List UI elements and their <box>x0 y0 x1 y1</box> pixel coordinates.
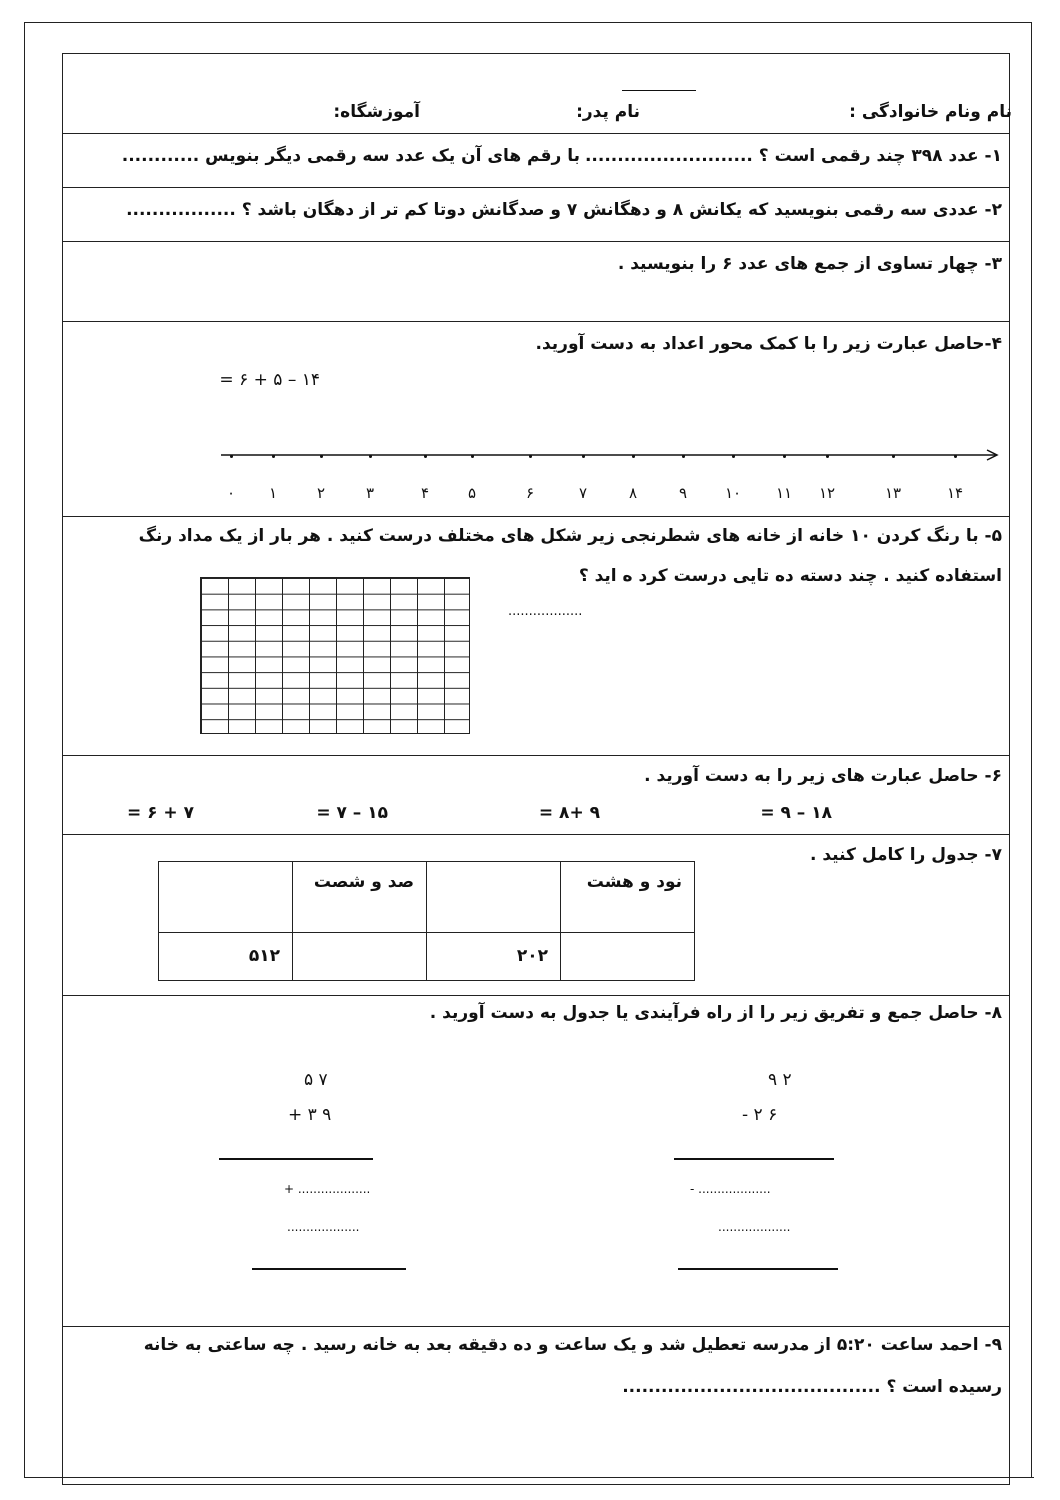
school-label: آموزشگاه: <box>333 102 420 122</box>
number-words-table <box>158 861 695 981</box>
number-line-label: ۷ <box>578 484 588 502</box>
question-7: ۷- جدول را کامل کنید . <box>809 845 1002 865</box>
table-cell[interactable] <box>293 932 427 980</box>
number-line-label: ۱۲ <box>818 484 836 502</box>
header-mark <box>622 90 696 91</box>
number-line-tick <box>826 455 829 458</box>
father-name-label: نام پدر: <box>576 102 640 122</box>
subtraction-result-rule <box>678 1268 838 1270</box>
coloring-grid <box>200 577 470 734</box>
addition-top: ۵ ۷ <box>304 1070 328 1090</box>
divider <box>62 516 1010 517</box>
question-5-line-2: استفاده کنید . چند دسته ده تایی درست کرد ه اید ؟ <box>578 566 1002 586</box>
table-cell[interactable] <box>427 862 561 933</box>
expression-3: ۱۵ – ۷ = <box>316 803 388 823</box>
subtraction-top: ۹ ۲ <box>768 1070 792 1090</box>
divider <box>62 321 1010 322</box>
name-label: نام ونام خانوادگی : <box>849 102 1012 122</box>
question-5-line-1: ۵- با رنگ کردن ۱۰ خانه از خانه های شطرنجی زیر شکل های مختلف درست کنید . هر بار از یک مداد رنگ <box>138 526 1002 546</box>
addition-work-2: ................... <box>287 1220 360 1234</box>
number-line-label: ۳ <box>365 484 375 502</box>
number-line-label: ۸ <box>628 484 638 502</box>
table-row <box>159 932 695 980</box>
table-cell: ۵۱۲ <box>159 932 293 980</box>
number-line-tick <box>732 455 735 458</box>
number-line-tick <box>424 455 427 458</box>
number-line-label: ۱۱ <box>775 484 793 502</box>
number-line-tick <box>783 455 786 458</box>
table-cell: صد و شصت <box>293 862 427 933</box>
addition-result-rule <box>252 1268 406 1270</box>
number-line-tick <box>892 455 895 458</box>
number-line-label: ۰ <box>226 484 236 502</box>
table-cell[interactable] <box>159 862 293 933</box>
expression-1: ۱۸ – ۹ = <box>760 803 832 823</box>
question-4: ۴-حاصل عبارت زیر را با کمک محور اعداد به دست آورید. <box>535 334 1002 354</box>
question-1-part-b: با رقم های آن یک عدد سه رقمی دیگر بنویس ............ <box>121 146 580 166</box>
question-3: ۳- چهار تساوی از جمع های عدد ۶ را بنویسید . <box>617 254 1002 274</box>
subtraction-bottom: - ۲ ۶ <box>742 1105 778 1125</box>
number-line-tick <box>954 455 957 458</box>
addition-work-1: + ................... <box>284 1182 371 1196</box>
number-line-tick <box>582 455 585 458</box>
addition-rule <box>219 1158 373 1160</box>
divider <box>62 133 1010 134</box>
number-line-label: ۵ <box>467 484 477 502</box>
number-line-label: ۶ <box>525 484 535 502</box>
question-5-answer-blank: .................. <box>508 604 583 619</box>
number-line-label: ۱۳ <box>884 484 902 502</box>
number-line-tick <box>529 455 532 458</box>
number-line-tick <box>369 455 372 458</box>
table-cell: نود و هشت <box>561 862 695 933</box>
subtraction-rule <box>674 1158 834 1160</box>
divider <box>62 187 1010 188</box>
table-cell[interactable] <box>561 932 695 980</box>
divider <box>62 241 1010 242</box>
question-2: ۲- عددی سه رقمی بنویسید که یکانش ۸ و دهگانش ۷ و صدگانش دوتا کم تر از دهگان باشد ؟ ................. <box>126 200 1002 220</box>
expression-4: ۷ + ۶ = <box>126 803 194 823</box>
number-line-tick <box>471 455 474 458</box>
question-6: ۶- حاصل عبارت های زیر را به دست آورید . <box>644 766 1002 786</box>
subtraction-work-1: - ................... <box>690 1182 771 1196</box>
divider <box>62 755 1010 756</box>
subtraction-work-2: ................... <box>718 1220 791 1234</box>
number-line-tick <box>320 455 323 458</box>
number-line-tick <box>272 455 275 458</box>
number-line-label: ۹ <box>678 484 688 502</box>
question-1-part-a: ۱- عدد ۳۹۸ چند رقمی است ؟ .......................... <box>584 146 1002 166</box>
number-line-label: ۴ <box>420 484 430 502</box>
number-line-tick <box>682 455 685 458</box>
number-line-tick <box>230 455 233 458</box>
number-line-label: ۱ <box>268 484 278 502</box>
number-line <box>215 446 1005 466</box>
number-line-label: ۱۰ <box>724 484 742 502</box>
table-cell: ۲۰۲ <box>427 932 561 980</box>
table-row <box>159 862 695 933</box>
expression-2: ۹ +۸ = <box>538 803 600 823</box>
question-8: ۸- حاصل جمع و تفریق زیر را از راه فرآیندی یا جدول به دست آورید . <box>429 1003 1002 1023</box>
number-line-label: ۲ <box>316 484 326 502</box>
divider <box>62 995 1010 996</box>
number-line-tick <box>632 455 635 458</box>
number-line-label: ۱۴ <box>946 484 964 502</box>
divider <box>62 1326 1010 1327</box>
question-9-line-1: ۹- احمد ساعت ۵:۲۰ از مدرسه تعطیل شد و یک ساعت و ده دقیقه بعد به خانه رسید . چه ساعتی به خانه <box>143 1335 1002 1355</box>
question-9-line-2: رسیده است ؟ ........................................ <box>622 1377 1002 1397</box>
addition-bottom: + ۳ ۹ <box>288 1105 332 1125</box>
number-line-expression: ۱۴ – ۵ + ۶ = <box>219 370 320 390</box>
divider <box>62 834 1010 835</box>
